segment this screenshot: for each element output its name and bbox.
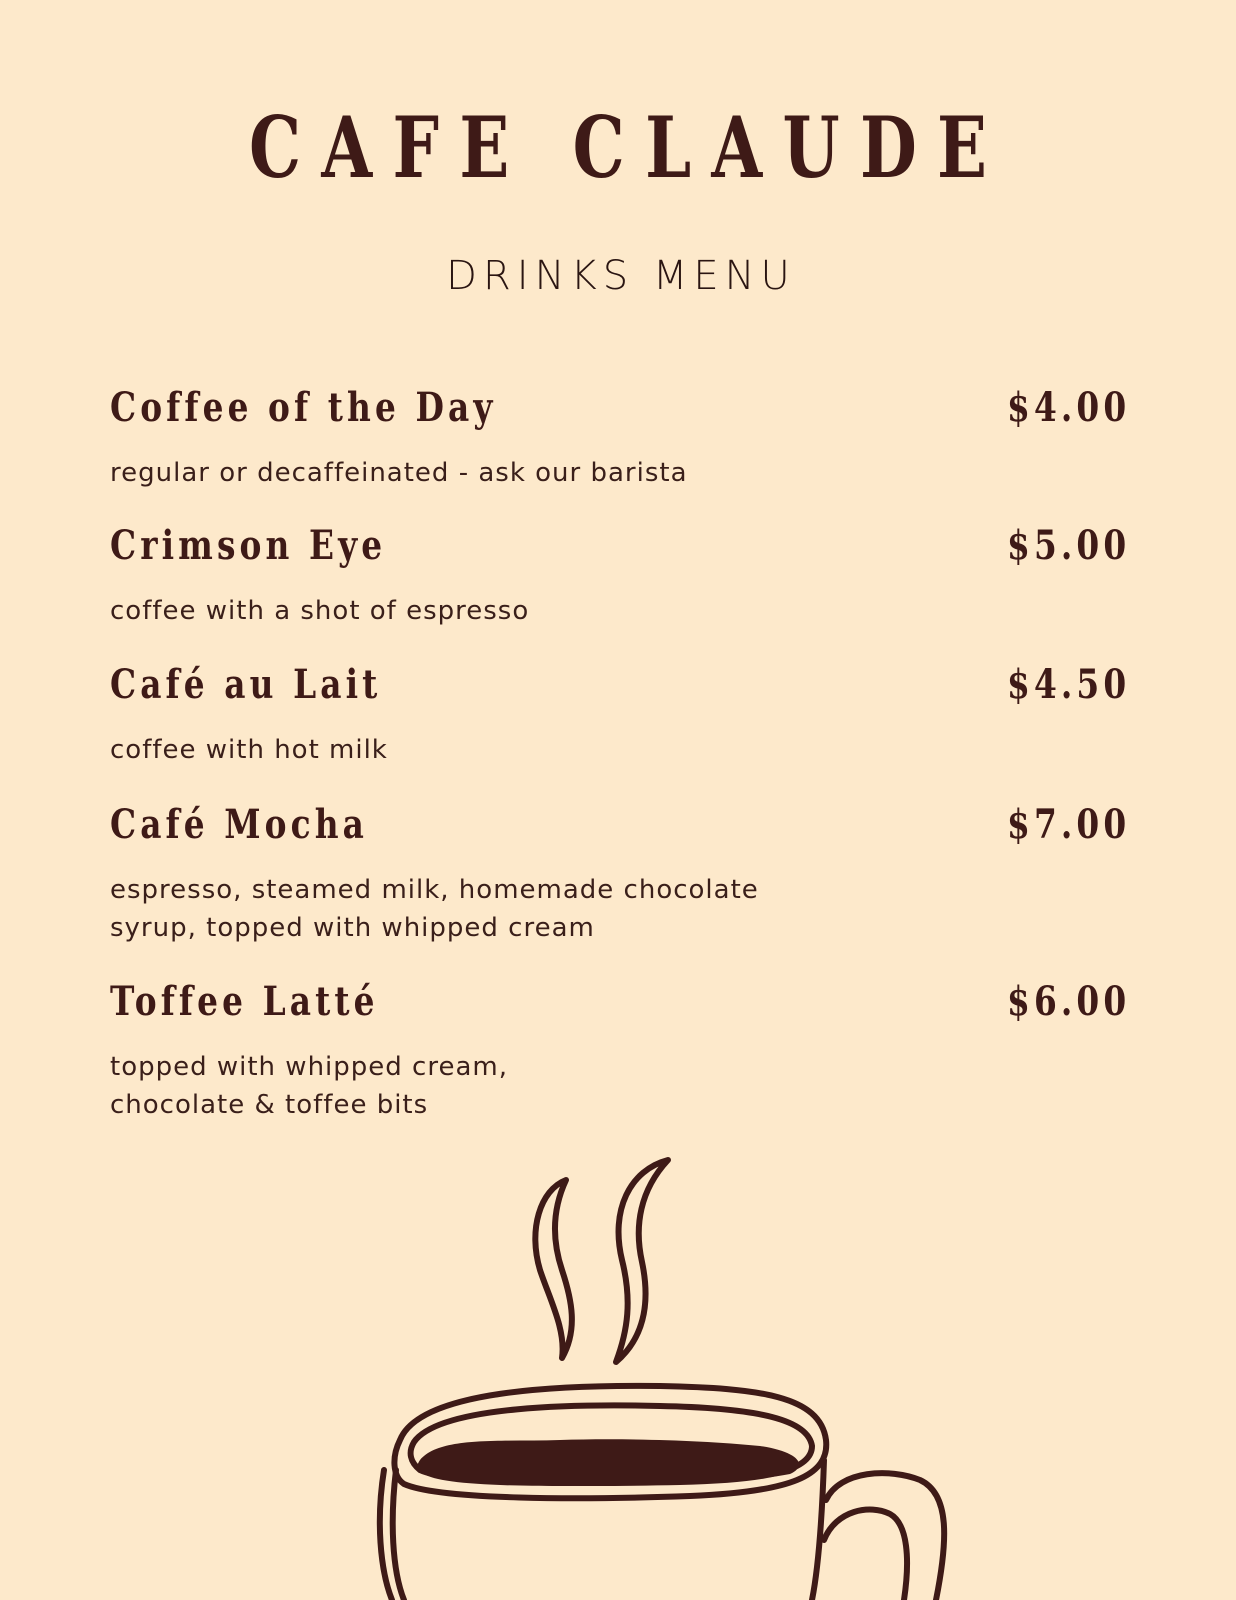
- menu-item-price: $6.00: [1006, 978, 1130, 1025]
- menu-item-price: $7.00: [1006, 801, 1130, 848]
- menu-item-name: Café au Lait: [110, 661, 382, 708]
- menu-item-description: regular or decaffeinated - ask our barista: [110, 458, 688, 488]
- menu-item-name: Café Mocha: [110, 801, 369, 848]
- menu-item-price: $4.00: [1006, 384, 1130, 431]
- menu-item-price: $5.00: [1006, 522, 1130, 569]
- cup-handle-icon: [826, 1473, 944, 1600]
- cup-rim-icon: [394, 1386, 826, 1498]
- menu-item-price: $4.50: [1006, 661, 1130, 708]
- cafe-title: CAFE CLAUDE: [248, 98, 1008, 197]
- menu-item-name: Toffee Latté: [110, 978, 379, 1025]
- menu-item-description: espresso, steamed milk, homemade chocolate syrup, topped with whipped cream: [110, 875, 759, 943]
- menu-item-name: Coffee of the Day: [110, 384, 497, 431]
- steam-right-icon: [616, 1160, 668, 1362]
- menu-item-description: coffee with a shot of espresso: [110, 596, 530, 626]
- menu-item-description: coffee with hot milk: [110, 735, 388, 765]
- menu-subtitle: DRINKS MENU: [446, 253, 796, 299]
- menu-item-name: Crimson Eye: [110, 522, 387, 569]
- coffee-surface-icon: [417, 1439, 799, 1486]
- menu-item-description: topped with whipped cream, chocolate & toffee bits: [110, 1052, 508, 1120]
- steam-left-icon: [535, 1180, 572, 1358]
